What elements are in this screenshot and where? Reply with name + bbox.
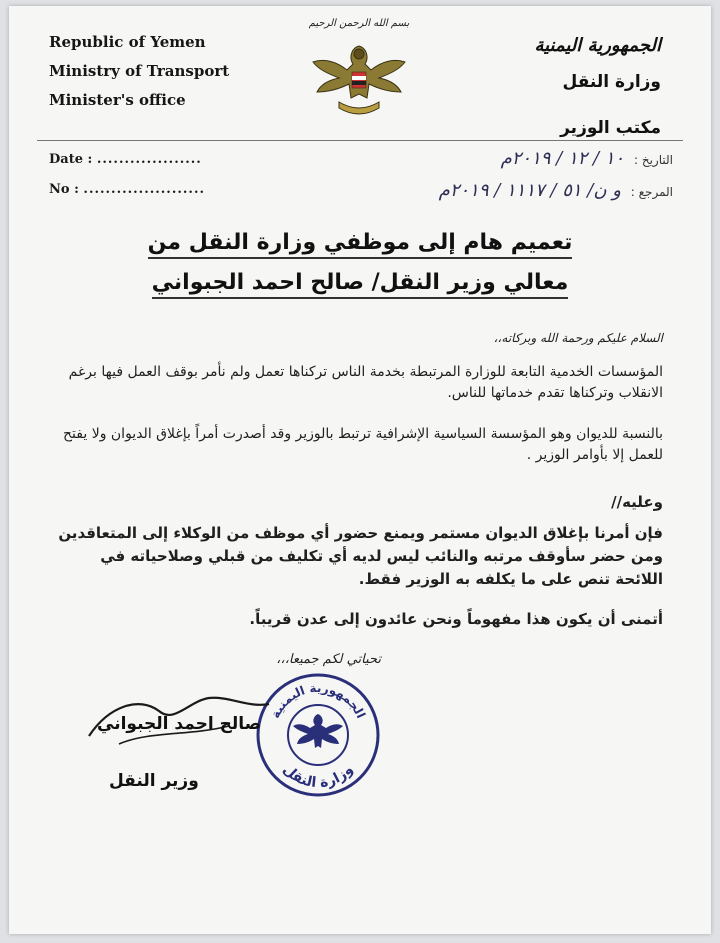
number-dots: ...................... <box>83 182 205 197</box>
reference-field-ar <box>439 180 673 201</box>
reference-value-ar: و ن/ ٥١ / ١١١٧ / ٢٠١٩م <box>438 180 621 201</box>
circular-title-line1: تعميم هام إلى موظفي وزارة النقل من <box>9 230 711 255</box>
date-dots: ................... <box>96 152 202 167</box>
date-field-en <box>49 152 202 167</box>
date-value-ar: ١٠ / ١٢ / ٢٠١٩م <box>500 148 625 169</box>
en-office: Minister's office <box>49 91 186 109</box>
letter-page <box>9 6 711 934</box>
circular-title-line2: معالي وزير النقل/ صالح احمد الجبواني <box>9 270 711 295</box>
yemen-eagle-emblem-icon <box>299 18 419 128</box>
signatory-title: وزير النقل <box>109 771 199 791</box>
ar-country: الجمهورية اليمنية <box>534 35 661 56</box>
closing-regards: تحياتي لكم جميعا،،، <box>276 652 381 667</box>
arabic-letterhead <box>534 28 661 146</box>
paragraph-order: فإن أمرنا بإغلاق الديوان مستمر ويمنع حضور أي موظف من الوكلاء إلى المتعاقدين ومن حضر سأوقف مرتبه والنائب ليس لديه أي تكليف من قبلي وصلاحياته في اللائحة تنص على ما يكلفه به الوزير فقط. <box>58 524 663 588</box>
english-letterhead <box>49 28 229 115</box>
reference-label-ar: المرجع : <box>630 185 673 199</box>
date-field-ar <box>501 148 673 169</box>
ar-office: مكتب الوزير <box>560 118 661 138</box>
en-ministry: Ministry of Transport <box>49 62 230 80</box>
date-label-ar: التاريخ : <box>633 153 673 167</box>
date-label-en: Date : <box>49 152 93 167</box>
stamp-bottom-text: وزارة النقل <box>279 761 357 792</box>
greeting: السلام عليكم ورحمة الله وبركاته،، <box>493 331 663 345</box>
en-country: Republic of Yemen <box>49 33 206 51</box>
ar-ministry: وزارة النقل <box>562 72 661 92</box>
basmala: بسم الله الرحمن الرحيم <box>308 18 410 29</box>
paragraph-services: المؤسسات الخدمية التابعة للوزارة المرتبطة بخدمة الناس تركناها تعمل ولم نأمر بوقف العمل فيها برغم الانقلاب وتركناها تقدم خدماتها للناس. <box>68 364 663 401</box>
header-divider <box>37 140 683 141</box>
and-thereupon-heading: وعليه// <box>611 493 663 511</box>
paragraph-return: أتمنى أن يكون هذا مفهوماً ونحن عائدون إلى عدن قريباً. <box>249 610 663 628</box>
paragraph-diwan: بالنسبة للديوان وهو المؤسسة السياسية الإشرافية ترتبط بالوزير وقد أصدرت أمراً بإغلاق الديوان ولا يفتح للعمل إلا بأوامر الوزير . <box>63 426 663 463</box>
signatory-name: صالح احمد الجبواني <box>97 714 262 734</box>
number-label-en: No : <box>49 182 79 197</box>
number-field-en <box>49 182 205 197</box>
stamp-top-text: الجمهورية اليمنية <box>268 680 369 721</box>
